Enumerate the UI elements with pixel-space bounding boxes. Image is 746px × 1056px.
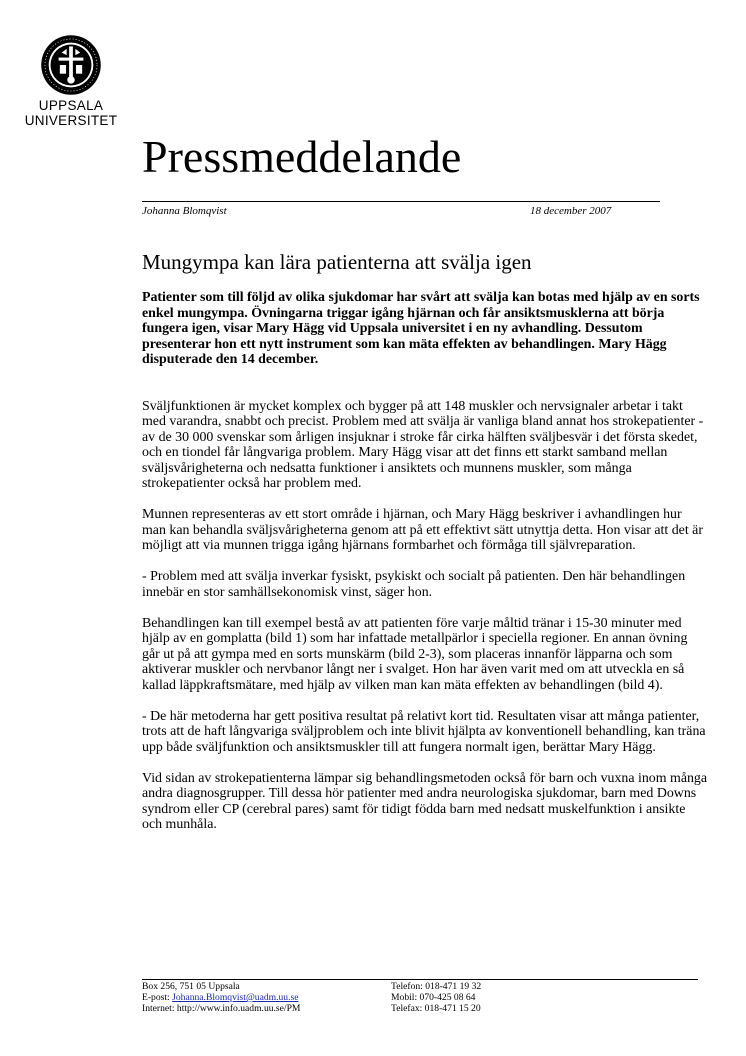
university-logo [0, 34, 142, 128]
footer-phone: Telefon: 018-471 19 32 [391, 981, 482, 992]
article-body [142, 290, 708, 848]
footer-mobile: Mobil: 070-425 08 64 [391, 992, 476, 1003]
footer-email-line [142, 992, 300, 1003]
author-name: Johanna Blomqvist [142, 205, 227, 217]
email-link[interactable]: Johanna.Blomqvist@uadm.uu.se [172, 992, 299, 1003]
university-name-line1: UPPSALA [38, 98, 104, 113]
title-divider [142, 201, 660, 202]
body-paragraph: Sväljfunktionen är mycket komplex och bygger på att 148 muskler och nervsignaler arbetar i takt med varandra, snabbt och precist. Problem med att svälja är vanliga bland annat hos strokepatienter - av de 30 000 svenskar som årligen insjuknar i stroke får cirka hälften sväljbesvär i det första skedet, och en tiondel får långvariga problem. Mary Hägg visar att det finns ett starkt samband mellan sväljsvårigheterna och nedsatta funktioner i ansiktets och munnens muskler, som många strokepatienter också har problem med. [142, 398, 704, 491]
page-title: Pressmeddelande [142, 131, 462, 182]
footer-contact-right [391, 981, 481, 1014]
footer-fax: Telefax: 018-471 15 20 [391, 1003, 481, 1014]
footer-divider [142, 979, 698, 980]
quote-paragraph: - De här metoderna har gett positiva resultat på relativt kort tid. Resultaten visar att många patienter, trots att de haft långvariga sväljproblem och inte blivit hjälpta av konventionell behandling, kan träna upp både sväljfunktion och ansiktsmuskler till att fungera normalt igen, berättar Mary Hägg. [142, 708, 706, 755]
university-name [0, 98, 142, 128]
body-paragraph: Behandlingen kan till exempel bestå av att patienten före varje måltid tränar i 15-30 minuter med hjälp av en gomplatta (bild 1) som har infattade metallpärlor i speciella regioner. En annan övning går ut på att gympa med en sorts munskärm (bild 2-3), som placeras innanför läpparna och som aktiverar muskler och nervbanor långt ner i svalget. Hon har även varit med om att utveckla en så kallad läppkraftsmätare, med hjälp av vilken man kan mäta effekten av behandlingen (bild 4). [142, 615, 688, 693]
footer-email-label: E-post: [142, 992, 173, 1003]
footer-internet: Internet: http://www.info.uadm.uu.se/PM [142, 1003, 301, 1014]
body-paragraph: Munnen representeras av ett stort område i hjärnan, och Mary Hägg beskriver i avhandlingen hur man kan behandla sväljsvårigheterna genom att på ett effektivt sätt utnyttja detta. Hon visar att det är möjligt att via munnen trigga igång hjärnans formbarhet och förmåga till självreparation. [142, 507, 703, 553]
footer-address: Box 256, 751 05 Uppsala [142, 981, 240, 992]
university-seal-icon [40, 34, 102, 96]
publication-date: 18 december 2007 [530, 205, 612, 217]
quote-paragraph: - Problem med att svälja inverkar fysiskt, psykiskt och socialt på patienten. Den här behandlingen innebär en stor samhällsekonomisk vinst, säger hon. [142, 569, 686, 600]
footer-contact-left [142, 981, 300, 1014]
body-paragraph: Vid sidan av strokepatienterna lämpar sig behandlingsmetoden också för barn och vuxna inom många andra diagnosgrupper. Till dessa hör patienter med andra neurologiska sjukdomar, barn med Downs syndrom eller CP (cerebral pares) samt för tidigt födda barn med nedsatt muskelfunktion i ansikte och munhåla. [142, 770, 708, 832]
university-name-line2: UNIVERSITET [24, 113, 118, 128]
article-headline: Mungympa kan lära patienterna att svälja igen [142, 250, 532, 274]
lead-paragraph: Patienter som till följd av olika sjukdomar har svårt att svälja kan botas med hjälp av en sorts enkel mungympa. Övningarna triggar igång hjärnan och får ansiktsmusklerna att börja fungera igen, visar Mary Hägg vid Uppsala universitet i en ny avhandling. Dessutom presenterar hon ett nytt instrument som kan mäta effekten av behandlingen. Mary Hägg disputerade den 14 december. [142, 290, 700, 367]
